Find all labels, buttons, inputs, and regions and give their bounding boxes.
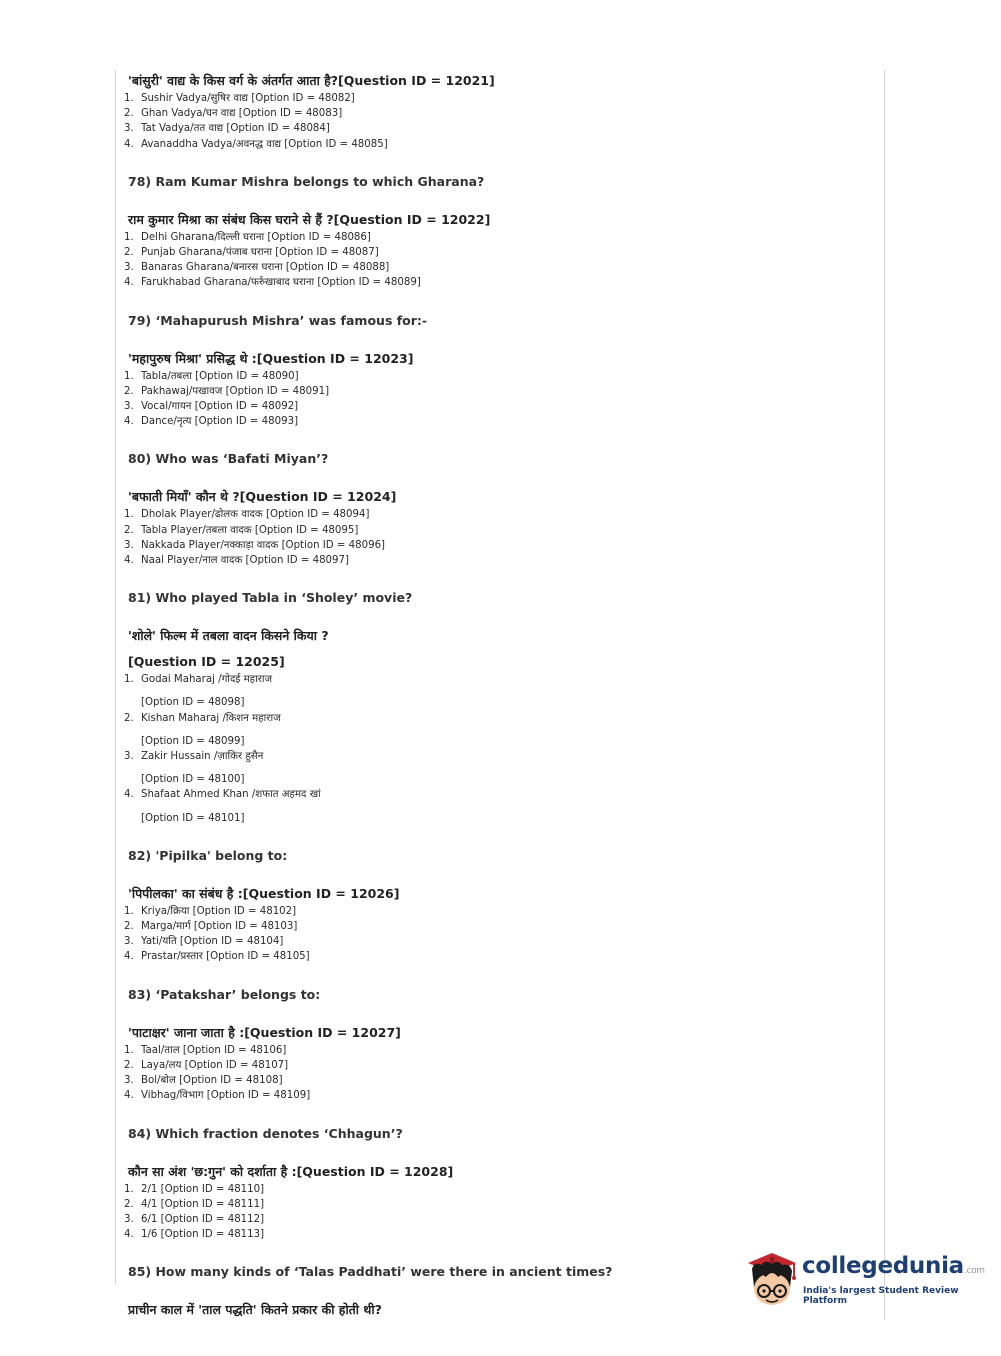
question-english: 78) Ram Kumar Mishra belongs to which Gharana? [128, 173, 485, 189]
collegedunia-logo [742, 1247, 985, 1311]
question-80 [124, 451, 864, 568]
option-item: 4. Shafaat Ahmed Khan /शफात अहमद खां [Option ID = 48101] [124, 789, 321, 824]
question-77 [124, 72, 864, 152]
option-item: 3. Yati/यति [Option ID = 48104] [124, 936, 284, 948]
question-paper [124, 72, 864, 1340]
option-list [124, 507, 864, 568]
question-english: 85) How many kinds of ‘Talas Paddhati’ were there in ancient times? [128, 1264, 613, 1280]
option-item: 4. Farukhabad Gharana/फर्रुखाबाद घराना [Option ID = 48089] [124, 277, 421, 289]
question-hindi: 'पिपीलका' का संबंध है :[Question ID = 12026] [128, 885, 400, 901]
question-81 [124, 590, 864, 826]
option-item: 2. 4/1 [Option ID = 48111] [124, 1198, 265, 1210]
option-item: 2. Pakhawaj/पखावज [Option ID = 48091] [124, 385, 330, 397]
option-item: 4. Dance/नृत्य [Option ID = 48093] [124, 416, 299, 428]
option-item: 4. Prastar/प्रस्तार [Option ID = 48105] [124, 951, 310, 963]
option-item: 1. Tabla/तबला [Option ID = 48090] [124, 370, 299, 382]
option-list [124, 369, 864, 430]
option-item: 1. Kriya/क्रिया [Option ID = 48102] [124, 905, 297, 917]
page-right-rule [884, 70, 885, 1320]
option-item: 2. Marga/मार्ग [Option ID = 48103] [124, 921, 298, 933]
option-list [124, 91, 864, 152]
option-item: 4. Vibhag/विभाग [Option ID = 48109] [124, 1090, 311, 1102]
option-item: 2. Tabla Player/तबला वादक [Option ID = 48095] [124, 524, 359, 536]
question-hindi: 'बांसुरी' वाद्य के किस वर्ग के अंतर्गत आता है?[Question ID = 12021] [128, 73, 495, 88]
question-hindi: 'शोले' फिल्म में तबला वादन किसने किया ? [128, 628, 329, 644]
question-hindi: 'महापुरुष मिश्रा' प्रसिद्ध थे :[Question ID = 12023] [128, 350, 414, 366]
question-hindi: 'बफाती मियाँ' कौन थे ?[Question ID = 12024] [128, 489, 397, 505]
option-item: 1. Godai Maharaj /गोदई महाराज [Option ID = 48098] [124, 674, 273, 709]
option-item: 4. Naal Player/नाल वादक [Option ID = 48097] [124, 555, 349, 567]
option-list [124, 1043, 864, 1104]
question-english: 80) Who was ‘Bafati Miyan’? [128, 451, 329, 467]
logo-wordmark: collegedunia.com [802, 1253, 985, 1279]
option-item: 1. Dholak Player/ढोलक वादक [Option ID = 48094] [124, 509, 370, 521]
option-item: 2. Ghan Vadya/घन वाद्य [Option ID = 48083] [124, 108, 343, 120]
question-79 [124, 313, 864, 430]
question-english: 83) ‘Patakshar’ belongs to: [128, 986, 321, 1002]
option-item: 3. Vocal/गायन [Option ID = 48092] [124, 401, 299, 413]
question-hindi: 'पाटाक्षर' जाना जाता है :[Question ID = 12027] [128, 1024, 401, 1040]
option-item: 3. Zakir Hussain /ज़ाकिर हुसैन [Option ID = 48100] [124, 751, 264, 786]
question-83 [124, 987, 864, 1104]
option-list [124, 1182, 864, 1243]
question-82 [124, 848, 864, 965]
question-english: 82) 'Pipilka' belong to: [128, 847, 288, 863]
option-item: 4. 1/6 [Option ID = 48113] [124, 1229, 265, 1241]
option-item: 1. 2/1 [Option ID = 48110] [124, 1183, 265, 1195]
option-item: 2. Kishan Maharaj /किशन महाराज [Option ID = 48099] [124, 712, 281, 747]
question-english: 79) ‘Mahapurush Mishra’ was famous for:- [128, 312, 428, 328]
option-item: 4. Avanaddha Vadya/अवनद्ध वाद्य [Option ID = 48085] [124, 138, 388, 150]
option-item: 2. Punjab Gharana/पंजाब घराना [Option ID = 48087] [124, 247, 379, 259]
option-item: 2. Laya/लय [Option ID = 48107] [124, 1059, 289, 1071]
question-84 [124, 1126, 864, 1243]
student-mascot-icon [742, 1247, 802, 1311]
option-item: 3. Banaras Gharana/बनारस घराना [Option ID = 48088] [124, 262, 390, 274]
option-list [124, 230, 864, 291]
page-left-rule [115, 70, 116, 1285]
option-item: 3. Bol/बोल [Option ID = 48108] [124, 1075, 283, 1087]
option-item: 3. Nakkada Player/नक्काड़ा वादक [Option ID = 48096] [124, 539, 386, 551]
option-item: 1. Sushir Vadya/सुषिर वाद्य [Option ID = 48082] [124, 93, 355, 104]
option-item: 1. Taal/ताल [Option ID = 48106] [124, 1044, 287, 1056]
question-78 [124, 174, 864, 291]
option-item: 1. Delhi Gharana/दिल्ली घराना [Option ID = 48086] [124, 231, 371, 243]
option-item: 3. Tat Vadya/तत वाद्य [Option ID = 48084] [124, 123, 330, 135]
option-item: 3. 6/1 [Option ID = 48112] [124, 1213, 265, 1225]
logo-tagline: India's largest Student Review Platform [803, 1286, 959, 1306]
question-english: 84) Which fraction denotes ‘Chhagun’? [128, 1125, 403, 1141]
question-id: [Question ID = 12025] [128, 654, 285, 670]
question-hindi: प्राचीन काल में 'ताल पद्धति' कितने प्रकार की होती थी? [128, 1302, 382, 1318]
question-hindi: राम कुमार मिश्रा का संबंध किस घराने से हैं ?[Question ID = 12022] [128, 211, 491, 227]
option-list [124, 672, 864, 826]
question-hindi: कौन सा अंश 'छ:गुन' को दर्शाता है :[Question ID = 12028] [128, 1163, 454, 1179]
question-english: 81) Who played Tabla in ‘Sholey’ movie? [128, 590, 413, 606]
option-list [124, 904, 864, 965]
